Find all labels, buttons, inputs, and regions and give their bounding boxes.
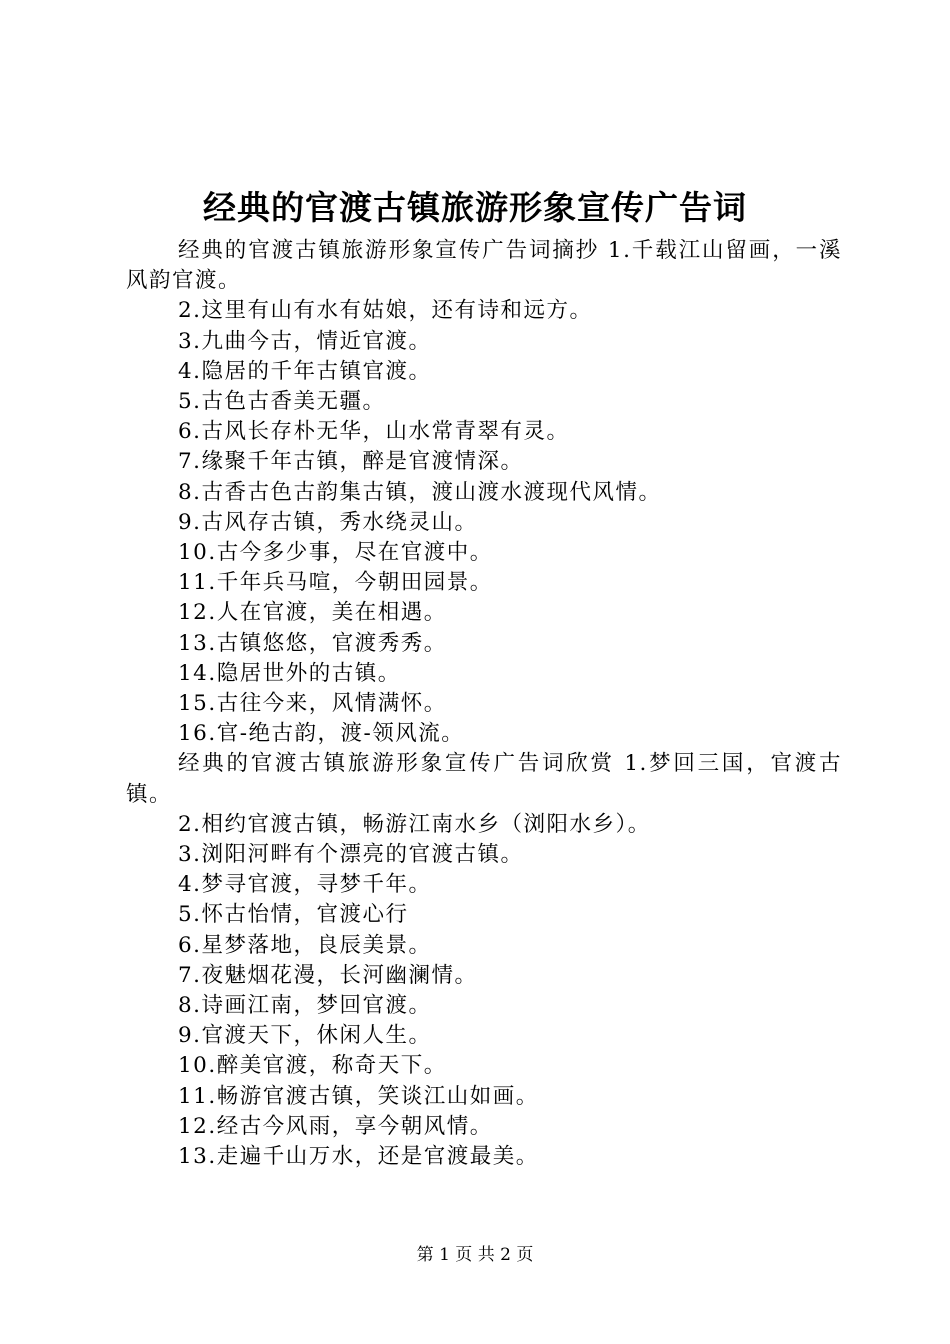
list-item: 4.隐居的千年古镇官渡。 bbox=[178, 358, 432, 384]
list-item: 9.古风存古镇，秀水绕灵山。 bbox=[178, 509, 478, 535]
list-item: 5.怀古怡情，官渡心行 bbox=[178, 902, 409, 928]
list-item: 4.梦寻官渡，寻梦千年。 bbox=[178, 872, 432, 898]
page-number-footer: 第 1 页 共 2 页 bbox=[416, 1245, 534, 1265]
list-item: 10.古今多少事，尽在官渡中。 bbox=[178, 540, 493, 566]
list-item: 11.畅游官渡古镇，笑谈江山如画。 bbox=[178, 1083, 539, 1109]
list-item: 10.醉美官渡，称奇天下。 bbox=[178, 1053, 447, 1079]
list-item: 5.古色古香美无疆。 bbox=[178, 389, 386, 415]
document-title: 经典的官渡古镇旅游形象宣传广告词 bbox=[203, 188, 747, 227]
list-item: 2.这里有山有水有姑娘，还有诗和远方。 bbox=[178, 298, 593, 324]
list-item: 6.星梦落地，良辰美景。 bbox=[178, 932, 432, 958]
document-body bbox=[126, 236, 842, 1172]
list-item: 2.相约官渡古镇，畅游江南水乡（浏阳水乡）。 bbox=[178, 811, 651, 837]
section-intro-paragraph: 经典的官渡古镇旅游形象宣传广告词摘抄 1.千载江山留画，一溪风韵官渡。 bbox=[126, 238, 842, 294]
list-item: 8.古香古色古韵集古镇，渡山渡水渡现代风情。 bbox=[178, 479, 662, 505]
list-item: 14.隐居世外的古镇。 bbox=[178, 660, 401, 686]
section-intro-paragraph: 经典的官渡古镇旅游形象宣传广告词欣赏 1.梦回三国，官渡古镇。 bbox=[126, 751, 842, 807]
list-item: 8.诗画江南，梦回官渡。 bbox=[178, 993, 432, 1019]
list-item: 6.古风长存朴无华，山水常青翠有灵。 bbox=[178, 419, 570, 445]
list-item: 3.九曲今古，情近官渡。 bbox=[178, 328, 432, 354]
list-item: 13.走遍千山万水，还是官渡最美。 bbox=[178, 1144, 539, 1170]
list-item: 7.夜魅烟花漫，长河幽澜情。 bbox=[178, 962, 478, 988]
list-item: 13.古镇悠悠，官渡秀秀。 bbox=[178, 630, 447, 656]
list-item: 16.官-绝古韵，渡-领风流。 bbox=[178, 721, 465, 747]
list-item: 11.千年兵马喧，今朝田园景。 bbox=[178, 570, 493, 596]
list-item: 12.经古今风雨，享今朝风情。 bbox=[178, 1113, 493, 1139]
list-item: 3.浏阳河畔有个漂亮的官渡古镇。 bbox=[178, 842, 524, 868]
section-excerpt bbox=[126, 236, 842, 749]
list-item: 12.人在官渡，美在相遇。 bbox=[178, 600, 447, 626]
list-item: 9.官渡天下，休闲人生。 bbox=[178, 1023, 432, 1049]
section-appreciation bbox=[126, 749, 842, 1172]
list-item: 15.古往今来，风情满怀。 bbox=[178, 691, 447, 717]
list-item: 7.缘聚千年古镇，醉是官渡情深。 bbox=[178, 449, 524, 475]
